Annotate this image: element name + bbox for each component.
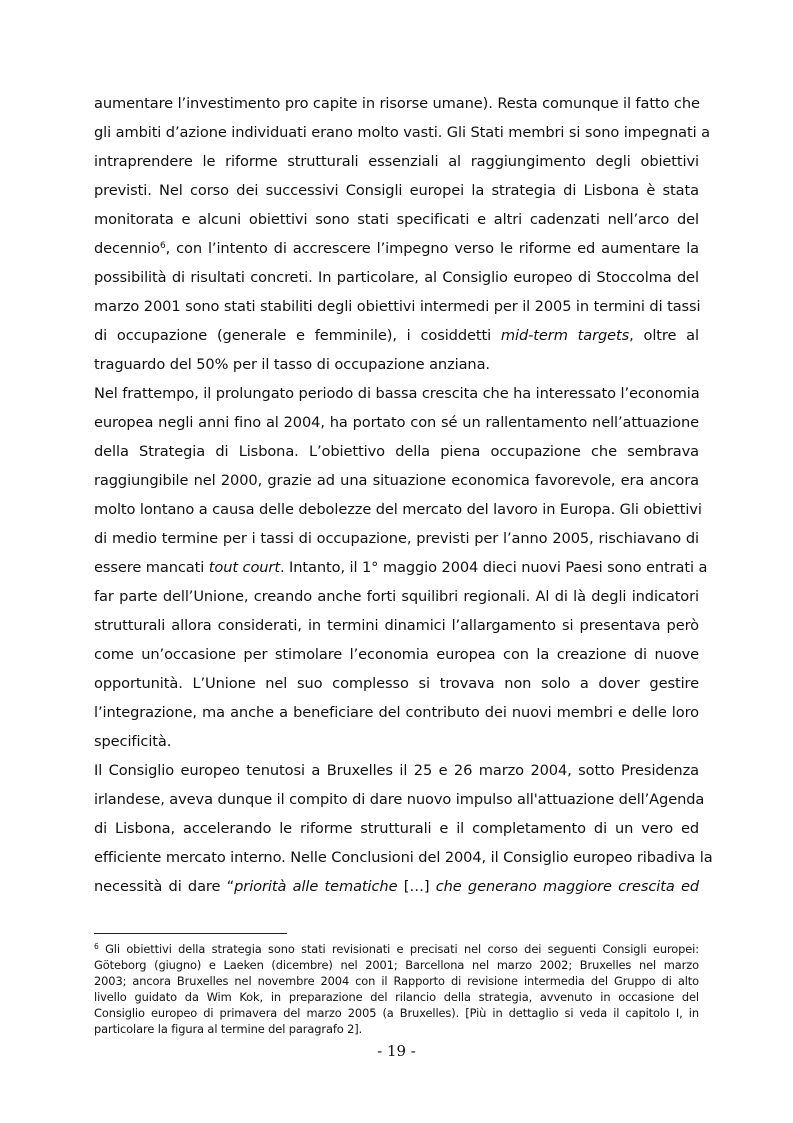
body-line: aumentare l’investimento pro capite in risorse umane). Resta comunque il fatto che (94, 95, 700, 112)
body-line: di Lisbona, accelerando le riforme strutturali e il completamento di un vero ed (94, 820, 699, 837)
footnote-marker: 6 (94, 942, 99, 951)
body-line: essere mancati tout court. Intanto, il 1° maggio 2004 dieci nuovi Paesi sono entrati a (94, 559, 708, 576)
body-line: gli ambiti d’azione individuati erano molto vasti. Gli Stati membri si sono impegnati a (94, 124, 710, 141)
footnote-line: particolare la figura al termine del paragrafo 2]. (94, 1022, 363, 1036)
body-line: di occupazione (generale e femminile), i cosiddetti mid-term targets, oltre al (94, 327, 699, 344)
footnote-line: Consiglio europeo di primavera del marzo 2005 (a Bruxelles). [Più in dettaglio si veda il capitolo I, in (94, 1006, 699, 1020)
body-line: europea negli anni fino al 2004, ha portato con sé un rallentamento nell’attuazione (94, 414, 699, 431)
body-line: della Strategia di Lisbona. L’obiettivo della piena occupazione che sembrava (94, 443, 699, 460)
footnote-separator (94, 933, 287, 934)
body-line: decennio$^6$, con l’intento di accrescere l’impegno verso le riforme ed aumentare la (94, 240, 699, 257)
body-line: possibilità di risultati concreti. In particolare, al Consiglio europeo di Stoccolma del (94, 269, 699, 286)
body-line: traguardo del 50% per il tasso di occupazione anziana. (94, 356, 490, 373)
body-line: previsti. Nel corso dei successivi Consigli europei la strategia di Lisbona è stata (94, 182, 699, 199)
body-line: strutturali allora considerati, in termini dinamici l’allargamento si presentava però (94, 617, 699, 634)
body-line: efficiente mercato interno. Nelle Conclusioni del 2004, il Consiglio europeo ribadiva la (94, 849, 713, 866)
body-line: Nel frattempo, il prolungato periodo di bassa crescita che ha interessato l’economia (94, 385, 700, 402)
body-line: specificità. (94, 733, 172, 750)
body-line: irlandese, aveva dunque il compito di dare nuovo impulso all'attuazione dell’Agenda (94, 791, 705, 808)
footnote-line: Göteborg (giugno) e Laeken (dicembre) nel 2001; Barcellona nel marzo 2002; Bruxelles nel marzo (94, 958, 699, 972)
footnote-line: livello guidato da Wim Kok, in preparazione del rilancio della strategia, avvenuto in occasione del (94, 990, 699, 1004)
page-number: - 19 - (377, 1042, 416, 1060)
body-line: necessità di dare “priorità alle tematiche […] che generano maggiore crescita ed (94, 878, 699, 895)
footnote-line: $^6$ Gli obiettivi della strategia sono stati revisionati e precisati nel corso dei seguenti Consigli europei: (94, 942, 699, 956)
body-line: far parte dell’Unione, creando anche forti squilibri regionali. Al di là degli indicatori (94, 588, 699, 605)
footnote-line: 2003; ancora Bruxelles nel novembre 2004 con il Rapporto di revisione intermedia del Gruppo di alto (94, 974, 699, 988)
body-line: opportunità. L’Unione nel suo complesso si trovava non solo a dover gestire (94, 675, 699, 692)
footnote-reference[interactable]: 6 (159, 241, 166, 251)
body-line: l’integrazione, ma anche a beneficiare del contributo dei nuovi membri e delle loro (94, 704, 699, 721)
body-line: monitorata e alcuni obiettivi sono stati specificati e altri cadenzati nell’arco del (94, 211, 699, 228)
body-line: molto lontano a causa delle debolezze del mercato del lavoro in Europa. Gli obiettivi (94, 501, 702, 518)
body-line: intraprendere le riforme strutturali essenziali al raggiungimento degli obiettivi (94, 153, 699, 170)
body-line: di medio termine per i tassi di occupazione, previsti per l’anno 2005, rischiavano di (94, 530, 699, 547)
body-line: marzo 2001 sono stati stabiliti degli obiettivi intermedi per il 2005 in termini di tassi (94, 298, 701, 315)
body-line: Il Consiglio europeo tenutosi a Bruxelles il 25 e 26 marzo 2004, sotto Presidenza (94, 762, 699, 779)
body-line: raggiungibile nel 2000, grazie ad una situazione economica favorevole, era ancora (94, 472, 699, 489)
body-line: come un’occasione per stimolare l’economia europea con la creazione di nuove (94, 646, 699, 663)
